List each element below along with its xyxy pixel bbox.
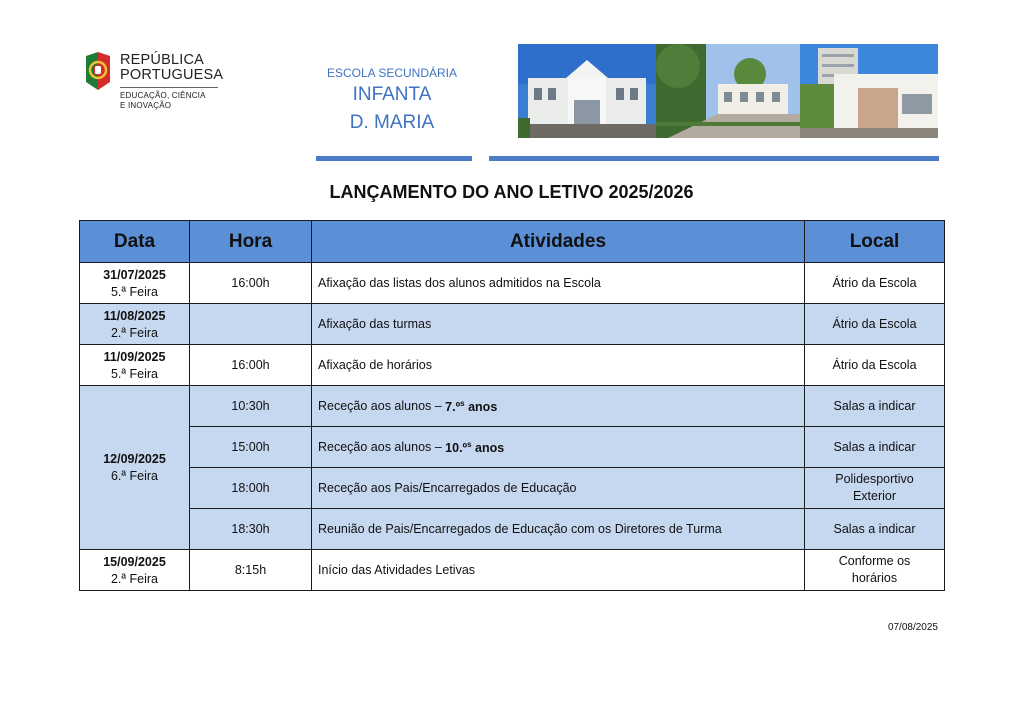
- hour-cell: 10:30h: [190, 386, 312, 427]
- location-cell: Salas a indicar: [805, 427, 945, 468]
- date-cell: [80, 386, 190, 550]
- activity-cell: Receção aos Pais/Encarregados de Educação: [312, 468, 805, 509]
- gov-divider: [120, 87, 218, 88]
- date-value: 15/09/2025: [103, 554, 166, 569]
- hour-cell: 16:00h: [190, 345, 312, 386]
- school-building-photo-2: [656, 44, 800, 138]
- gov-name: [120, 53, 223, 83]
- location-cell: Átrio da Escola: [805, 263, 945, 304]
- date-cell: [80, 263, 190, 304]
- location-line2: Exterior: [852, 489, 897, 503]
- activity-cell: Início das Atividades Letivas: [312, 550, 805, 591]
- weekday-value: 6.ª Feira: [110, 469, 158, 483]
- header-rule-left: [316, 156, 472, 161]
- schedule-table: [79, 220, 945, 591]
- date-cell: [80, 304, 190, 345]
- school-building-photo-3: [800, 44, 938, 138]
- hour-cell: 18:00h: [190, 468, 312, 509]
- header-rule-right: [489, 156, 939, 161]
- date-value: 11/09/2025: [103, 349, 166, 364]
- table-row: [80, 304, 945, 345]
- activity-cell: Afixação de horários: [312, 345, 805, 386]
- weekday-value: 2.ª Feira: [110, 325, 158, 340]
- grade-label: [445, 400, 497, 414]
- school-name: [300, 66, 484, 136]
- date-value: 31/07/2025: [103, 267, 166, 282]
- location-cell: [805, 468, 945, 509]
- ministry-line1: EDUCAÇÃO, CIÊNCIA: [120, 91, 206, 100]
- school-building-photo-1: [518, 44, 656, 138]
- government-logo: [84, 52, 224, 122]
- gov-name-line1: REPÚBLICA: [120, 52, 204, 68]
- gov-name-line2: PORTUGUESA: [120, 67, 224, 83]
- school-photos: [518, 44, 938, 138]
- activity-text: Receção aos alunos –: [318, 440, 446, 455]
- column-header-activities: Atividades: [312, 221, 805, 263]
- activity-cell: [312, 386, 805, 427]
- date-cell: [80, 550, 190, 591]
- column-header-date: Data: [80, 221, 190, 263]
- date-value: 11/08/2025: [103, 308, 166, 323]
- grade-label: [445, 441, 504, 455]
- school-name-line1: INFANTA: [352, 84, 432, 105]
- location-line1: Conforme os: [838, 554, 911, 568]
- table-row: [80, 550, 945, 591]
- table-row: [80, 468, 945, 509]
- column-header-location: Local: [805, 221, 945, 263]
- grade-suffix: anos: [464, 399, 498, 414]
- grade-plural-suffix: s: [460, 398, 465, 408]
- grade-plural-suffix: s: [467, 439, 472, 449]
- school-type: ESCOLA SECUNDÁRIA: [326, 66, 458, 80]
- weekday-value: 5.ª Feira: [110, 284, 158, 299]
- hour-cell: 8:15h: [190, 550, 312, 591]
- location-line1: Polidesportivo: [835, 472, 914, 486]
- location-cell: Átrio da Escola: [805, 304, 945, 345]
- activity-cell: Afixação das listas dos alunos admitidos na Escola: [312, 263, 805, 304]
- location-cell: Salas a indicar: [805, 386, 945, 427]
- ministry-name: [120, 91, 206, 111]
- location-cell: Átrio da Escola: [805, 345, 945, 386]
- table-row: [80, 509, 945, 550]
- activity-cell: Afixação das turmas: [312, 304, 805, 345]
- page-title: LANÇAMENTO DO ANO LETIVO 2025/2026: [329, 182, 694, 202]
- activity-cell: Reunião de Pais/Encarregados de Educação com os Diretores de Turma: [312, 509, 805, 550]
- table-row: [80, 386, 945, 427]
- grade-number: 10.º: [445, 440, 468, 455]
- date-cell: [80, 345, 190, 386]
- weekday-value: 5.ª Feira: [110, 366, 158, 381]
- table-row: [80, 263, 945, 304]
- location-line2: horários: [851, 571, 898, 585]
- hour-cell: 18:30h: [190, 509, 312, 550]
- weekday-value: 2.ª Feira: [110, 571, 158, 586]
- ministry-line2: E INOVAÇÃO: [120, 101, 172, 110]
- date-value: 12/09/2025: [103, 452, 166, 466]
- hour-cell: [190, 304, 312, 345]
- hour-cell: 16:00h: [190, 263, 312, 304]
- document-date: 07/08/2025: [887, 622, 938, 633]
- location-cell: [805, 550, 945, 591]
- portugal-emblem-icon: [84, 52, 112, 90]
- grade-suffix: anos: [471, 440, 505, 455]
- hour-cell: 15:00h: [190, 427, 312, 468]
- grade-number: 7.º: [445, 399, 461, 414]
- table-header-row: [80, 221, 945, 263]
- table-row: [80, 427, 945, 468]
- activity-text: Receção aos alunos –: [318, 399, 446, 414]
- location-cell: Salas a indicar: [805, 509, 945, 550]
- activity-cell: [312, 427, 805, 468]
- column-header-hour: Hora: [190, 221, 312, 263]
- table-row: [80, 345, 945, 386]
- school-name-line2: D. MARIA: [349, 112, 435, 133]
